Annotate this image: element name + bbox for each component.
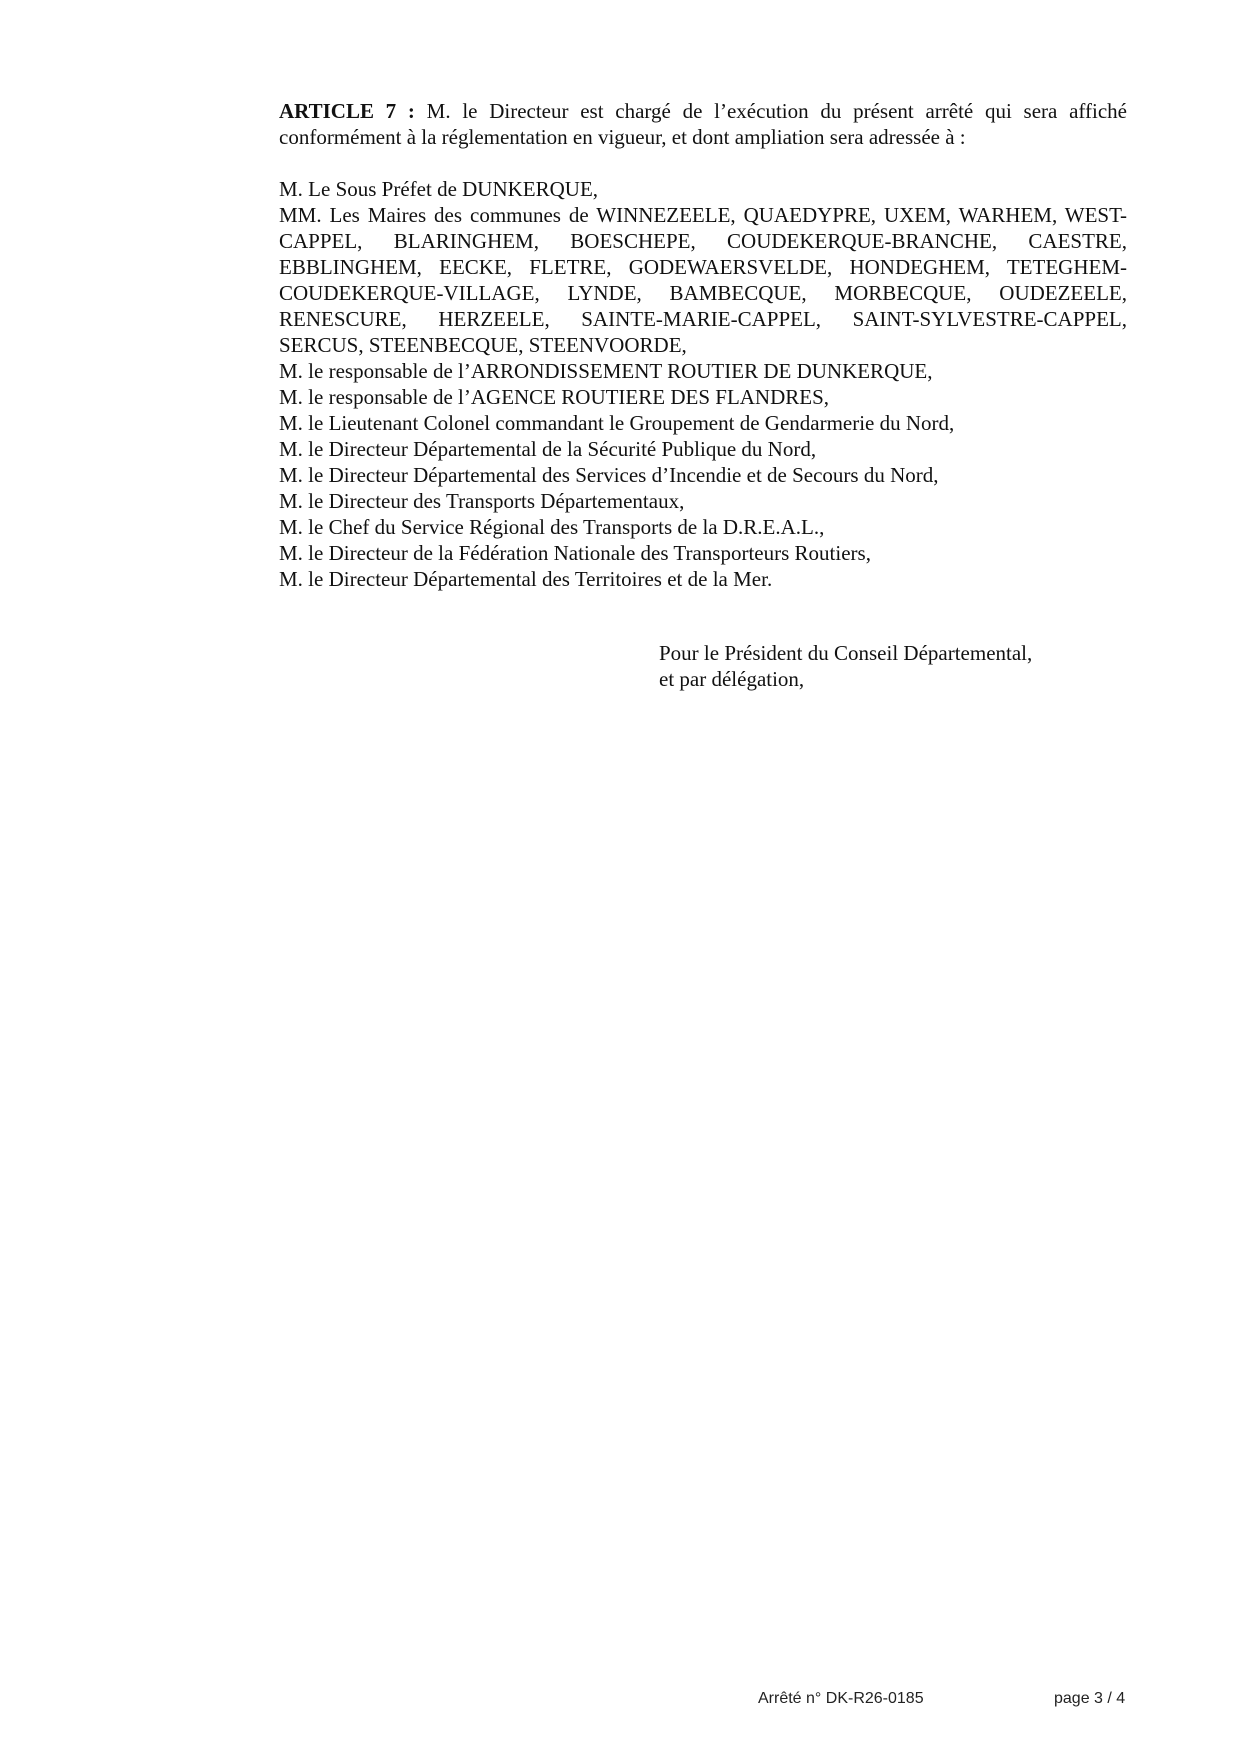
footer-page-number: page 3 / 4 — [1054, 1690, 1126, 1707]
footer-reference: Arrêté n° DK-R26-0185 — [758, 1690, 924, 1707]
recipient-item: M. le Lieutenant Colonel commandant le Groupement de Gendarmerie du Nord, — [279, 411, 955, 435]
recipient-item-mayors: MM. Les Maires des communes de WINNEZEELE, QUAEDYPRE, UXEM, WARHEM, WEST-CAPPEL, BLARINGHEM, BOESCHEPE, COUDEKERQUE-BRANCHE, CAESTRE, EBBLINGHEM, EECKE, FLETRE, GODEWAERSVELDE, HONDEGHEM, TETEGHEM-COUDEKERQUE-VILLAGE, LYNDE, BAMBECQUE, MORBECQUE, OUDEZEELE, RENESCURE, HERZEELE, SAINTE-MARIE-CAPPEL, SAINT-SYLVESTRE-CAPPEL, SERCUS, STEENBECQUE, STEENVOORDE, — [279, 203, 1127, 357]
signature-block — [659, 640, 1119, 692]
recipient-item: M. le Directeur Départemental des Services d’Incendie et de Secours du Nord, — [279, 463, 939, 487]
recipients-list — [279, 176, 1127, 592]
article-text: M. le Directeur est chargé de l’exécution du présent arrêté qui sera affiché conformément à la réglementation en vigueur, et dont ampliation sera adressée à : — [279, 99, 1127, 149]
recipient-item: M. le Directeur de la Fédération Nationale des Transporteurs Routiers, — [279, 541, 871, 565]
recipient-item: M. le Directeur Départemental des Territoires et de la Mer. — [279, 567, 773, 591]
recipient-item: M. le Directeur des Transports Départementaux, — [279, 489, 685, 513]
article-label: ARTICLE 7 : — [279, 99, 415, 123]
recipient-item: M. le Directeur Départemental de la Sécurité Publique du Nord, — [279, 437, 817, 461]
document-body — [279, 98, 1127, 592]
recipient-item: M. le Chef du Service Régional des Transports de la D.R.E.A.L., — [279, 515, 825, 539]
signature-line-2: et par délégation, — [659, 667, 805, 691]
recipient-item: M. le responsable de l’ARRONDISSEMENT ROUTIER DE DUNKERQUE, — [279, 359, 933, 383]
recipient-item: M. Le Sous Préfet de DUNKERQUE, — [279, 177, 599, 201]
recipient-item: M. le responsable de l’AGENCE ROUTIERE DES FLANDRES, — [279, 385, 830, 409]
signature-line-1: Pour le Président du Conseil Départemental, — [659, 641, 1033, 665]
article-7-paragraph — [279, 98, 1127, 150]
